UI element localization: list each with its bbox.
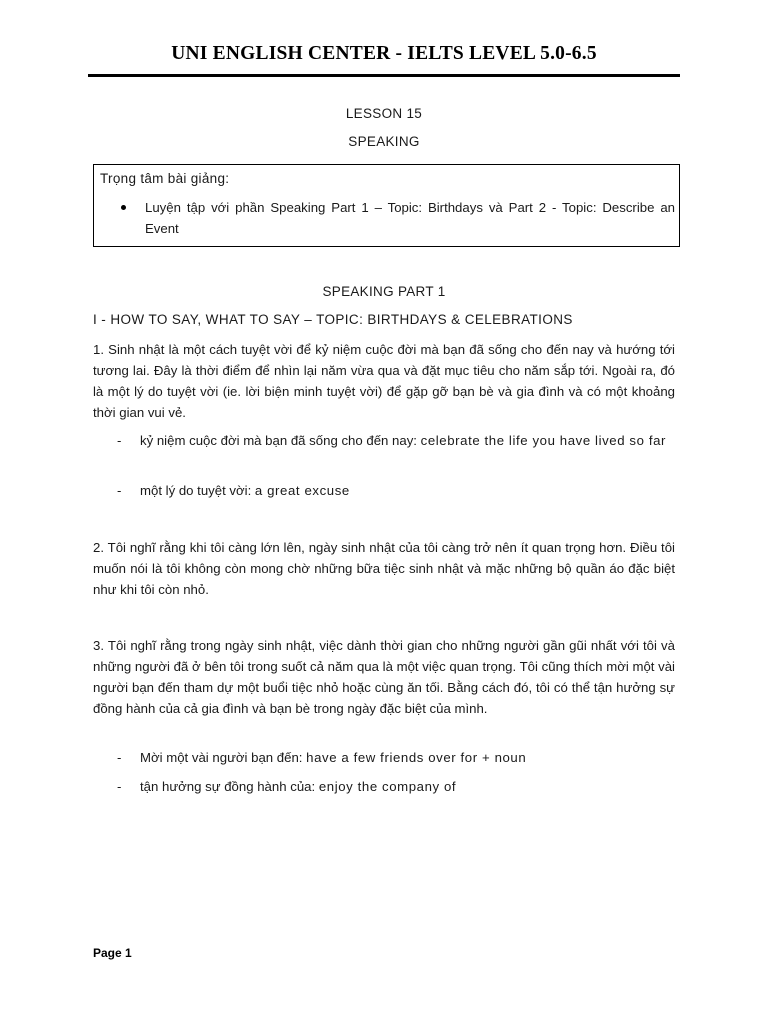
bullet-icon [121,205,126,210]
section-heading: I - HOW TO SAY, WHAT TO SAY – TOPIC: BIRTHDAYS & CELEBRATIONS [93,312,573,327]
focus-bullet-text: Luyện tập với phần Speaking Part 1 – Topic: Birthdays và Part 2 - Topic: Describe an Event [145,200,675,236]
vocab-english: enjoy the company of [318,779,457,794]
vocab-english: celebrate the life you have lived so far [420,433,667,448]
dash-marker: - [117,433,122,448]
vocab-text [140,776,675,797]
vocab-vietnamese: Mời một vài người bạn đến: [140,750,307,765]
vocab-vietnamese: một lý do tuyệt vời: [140,483,255,498]
lesson-skill: SPEAKING [348,134,420,149]
paragraph-1: 1. Sinh nhật là một cách tuyệt vời để kỷ niệm cuộc đời mà bạn đã sống cho đến nay và hướng tới tương lai. Đây là thời điểm để nhìn lại năm vừa qua và đặt mục tiêu cho năm sắp tới. Ngoài ra, đó là một lý do tuyệt vời (ie. lời biện minh tuyệt vời) để gặp gỡ bạn bè và gia đình và có một khoảng thời gian vui vẻ. [93,342,675,420]
dash-marker: - [117,750,122,765]
vocab-vietnamese: kỷ niệm cuộc đời mà bạn đã sống cho đến nay: [140,433,421,448]
lesson-number: LESSON 15 [345,106,423,121]
header-divider [88,74,680,77]
vocab-text [140,430,675,451]
paragraph-3: 3. Tôi nghĩ rằng trong ngày sinh nhật, việc dành thời gian cho những người gần gũi nhất với tôi và những người đã ở bên tôi trong suốt cả năm qua là một việc quan trọng. Tôi cũng thích mời một vài người bạn đến tham dự một buổi tiệc nhỏ hoặc cùng ăn tối. Bằng cách đó, tôi có thể tận hưởng sự đồng hành của cả gia đình và bạn bè trong ngày đặc biệt của mình. [93,638,675,716]
vocab-text [140,747,675,768]
vocab-text [140,480,675,501]
dash-marker: - [117,779,122,794]
vocab-english: have a few friends over for + noun [306,750,527,765]
document-header-title: UNI ENGLISH CENTER - IELTS LEVEL 5.0-6.5 [171,43,597,64]
page-number: Page 1 [93,946,132,960]
part-heading: SPEAKING PART 1 [322,284,446,299]
paragraph-2: 2. Tôi nghĩ rằng khi tôi càng lớn lên, ngày sinh nhật của tôi càng trở nên ít quan trọng hơn. Điều tôi muốn nói là tôi không còn mong chờ những bữa tiệc sinh nhật và mặc những bộ quần áo đặc biệt như khi tôi còn nhỏ. [93,540,675,597]
vocab-vietnamese: tận hưởng sự đồng hành của: [140,779,319,794]
focus-box-title: Trọng tâm bài giảng: [100,171,230,186]
dash-marker: - [117,483,122,498]
vocab-english: a great excuse [254,483,350,498]
